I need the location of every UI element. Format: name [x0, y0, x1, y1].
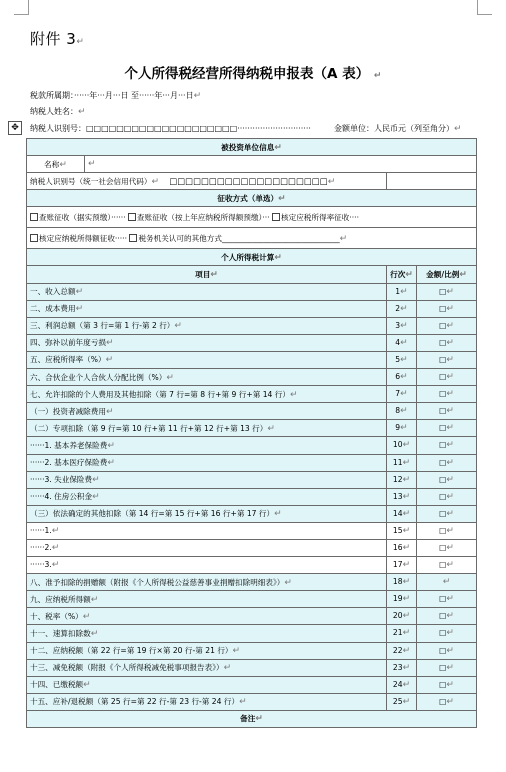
- unit-name-label: 名称↵: [27, 156, 85, 173]
- calc-item-label: ······1.↵: [27, 522, 387, 539]
- calc-row: [27, 539, 477, 556]
- form-title: 个人所得税经营所得纳税申报表（A 表） ↵: [124, 66, 382, 82]
- unit-id-row[interactable]: 纳税人识别号（统一社会信用代码）↵ □□□□□□□□□□□□□□□□□□□□↵: [27, 173, 387, 190]
- calc-amount-field[interactable]: □↵: [417, 693, 477, 710]
- calc-amount-field[interactable]: □↵: [417, 676, 477, 693]
- checkbox-icon[interactable]: [30, 213, 38, 221]
- calc-amount-field[interactable]: □↵: [417, 505, 477, 522]
- calc-row: [27, 591, 477, 608]
- calc-amount-field[interactable]: □↵: [417, 300, 477, 317]
- calc-row: [27, 505, 477, 522]
- calc-item-label: 十一、速算扣除数↵: [27, 625, 387, 642]
- calc-line-number: 9↵: [387, 420, 417, 437]
- calc-amount-field[interactable]: ↵: [417, 574, 477, 591]
- calc-amount-field[interactable]: □↵: [417, 437, 477, 454]
- checkbox-icon[interactable]: [128, 213, 136, 221]
- calc-item-label: ······3.↵: [27, 557, 387, 574]
- calc-line-number: 12↵: [387, 471, 417, 488]
- calc-amount-field[interactable]: □↵: [417, 642, 477, 659]
- calc-row: [27, 642, 477, 659]
- page-corner-mark: [477, 0, 492, 15]
- calc-line-number: 19↵: [387, 591, 417, 608]
- calc-item-label: 十四、已缴税额↵: [27, 676, 387, 693]
- calc-line-number: 16↵: [387, 539, 417, 556]
- calc-row: [27, 334, 477, 351]
- calc-row: [27, 300, 477, 317]
- taxpayer-id-line[interactable]: 纳税人识别号：□□□□□□□□□□□□□□□□□□□□····························· 金额单位：人民币元（列至角分）↵: [30, 124, 462, 134]
- calc-amount-field[interactable]: □↵: [417, 351, 477, 368]
- calc-item-label: ······3. 失业保险费↵: [27, 471, 387, 488]
- calc-row: [27, 403, 477, 420]
- calc-item-label: ······2.↵: [27, 539, 387, 556]
- taxpayer-name-line[interactable]: 纳税人姓名：↵: [30, 107, 86, 117]
- calc-line-number: 1↵: [387, 283, 417, 300]
- calc-line-number: 17↵: [387, 557, 417, 574]
- calc-line-number: 8↵: [387, 403, 417, 420]
- method-option[interactable]: 核定应纳税所得额征收·····: [30, 234, 127, 243]
- calc-item-label: 五、应税所得率（%）↵: [27, 351, 387, 368]
- calc-line-number: 21↵: [387, 625, 417, 642]
- col-header-amount: 金额/比例↵: [417, 266, 477, 283]
- calc-line-number: 13↵: [387, 488, 417, 505]
- calc-amount-field[interactable]: □↵: [417, 454, 477, 471]
- calc-line-number: 25↵: [387, 693, 417, 710]
- calc-line-number: 5↵: [387, 351, 417, 368]
- calc-amount-field[interactable]: □↵: [417, 488, 477, 505]
- calc-line-number: 6↵: [387, 369, 417, 386]
- attachment-label: 附件 3↵: [30, 30, 85, 48]
- col-header-line: 行次↵: [387, 266, 417, 283]
- calc-amount-field[interactable]: □↵: [417, 420, 477, 437]
- calc-amount-field[interactable]: □↵: [417, 471, 477, 488]
- declaration-table: [26, 138, 477, 728]
- calc-amount-field[interactable]: □↵: [417, 403, 477, 420]
- calc-line-number: 10↵: [387, 437, 417, 454]
- calc-row: [27, 676, 477, 693]
- unit-id-label: 纳税人识别号（统一社会信用代码）: [30, 176, 152, 186]
- calc-line-number: 11↵: [387, 454, 417, 471]
- calc-row: [27, 317, 477, 334]
- calc-line-number: 2↵: [387, 300, 417, 317]
- calc-row: [27, 471, 477, 488]
- remarks-header: 备注↵: [27, 710, 477, 727]
- invested-unit-header: 被投资单位信息↵: [27, 139, 477, 156]
- calc-item-label: （一）投资者减除费用↵: [27, 403, 387, 420]
- calc-item-label: 十五、应补/退税额（第 25 行=第 22 行-第 23 行-第 24 行）↵: [27, 693, 387, 710]
- tax-period-line: 税款所属期：······年···月···日 至······年···月···日↵: [30, 91, 202, 101]
- calc-row: [27, 420, 477, 437]
- calc-item-label: （三）依法确定的其他扣除（第 14 行=第 15 行+第 16 行+第 17 行）↵: [27, 505, 387, 522]
- checkbox-icon[interactable]: [30, 234, 38, 242]
- calc-line-number: 4↵: [387, 334, 417, 351]
- calc-item-label: 七、允许扣除的个人费用及其他扣除（第 7 行=第 8 行+第 9 行+第 14 行）↵: [27, 386, 387, 403]
- collection-method-row-2[interactable]: [27, 228, 477, 249]
- calc-row: [27, 437, 477, 454]
- unit-id-spacer: [387, 173, 477, 190]
- table-move-handle-icon[interactable]: ✥: [8, 121, 22, 135]
- calc-row: [27, 283, 477, 300]
- calc-item-label: （二）专项扣除（第 9 行=第 10 行+第 11 行+第 12 行+第 13 行）↵: [27, 420, 387, 437]
- calc-line-number: 18↵: [387, 574, 417, 591]
- unit-id-field[interactable]: □□□□□□□□□□□□□□□□□□□□: [169, 175, 328, 186]
- calc-amount-field[interactable]: □↵: [417, 522, 477, 539]
- method-option[interactable]: 查账征收（据实预缴）······: [30, 213, 126, 222]
- method-option[interactable]: 查账征收（按上年应纳税所得额预缴）···: [128, 213, 270, 222]
- calc-item-label: 十二、应纳税额（第 22 行=第 19 行×第 20 行-第 21 行）↵: [27, 642, 387, 659]
- calc-row: [27, 557, 477, 574]
- calc-line-number: 14↵: [387, 505, 417, 522]
- calc-item-label: 十三、减免税额（附报《个人所得税减免税事项报告表》）↵: [27, 659, 387, 676]
- calc-row: [27, 625, 477, 642]
- page-corner-mark: [14, 0, 29, 15]
- calc-row: [27, 608, 477, 625]
- calc-amount-field[interactable]: □↵: [417, 659, 477, 676]
- calc-row: [27, 369, 477, 386]
- calc-amount-field[interactable]: □↵: [417, 386, 477, 403]
- calc-item-label: ······1. 基本养老保险费↵: [27, 437, 387, 454]
- calc-line-number: 22↵: [387, 642, 417, 659]
- calc-row: [27, 488, 477, 505]
- calc-row: [27, 454, 477, 471]
- calc-amount-field[interactable]: □↵: [417, 557, 477, 574]
- calc-item-label: 三、利润总额（第 3 行=第 1 行-第 2 行）↵: [27, 317, 387, 334]
- calc-line-number: 15↵: [387, 522, 417, 539]
- collection-method-header: 征收方式（单选）↵: [27, 190, 477, 207]
- tax-calc-header: 个人所得税计算↵: [27, 249, 477, 266]
- calc-line-number: 3↵: [387, 317, 417, 334]
- checkbox-icon[interactable]: [129, 234, 137, 242]
- calc-row: [27, 522, 477, 539]
- calc-item-label: 十、税率（%）↵: [27, 608, 387, 625]
- calc-line-number: 20↵: [387, 608, 417, 625]
- calc-item-label: ······4. 住房公积金↵: [27, 488, 387, 505]
- method-option[interactable]: 税务机关认可的其他方式_______________________________↵: [129, 234, 347, 243]
- collection-method-row-1[interactable]: [27, 207, 477, 228]
- calc-amount-field[interactable]: □↵: [417, 283, 477, 300]
- calc-row: [27, 574, 477, 591]
- calc-item-label: 九、应纳税所得额↵: [27, 591, 387, 608]
- calc-amount-field[interactable]: □↵: [417, 539, 477, 556]
- calc-line-number: 23↵: [387, 659, 417, 676]
- calc-amount-field[interactable]: □↵: [417, 591, 477, 608]
- calc-item-label: 八、准予扣除的捐赠额（附报《个人所得税公益慈善事业捐赠扣除明细表》）↵: [27, 574, 387, 591]
- calc-row: [27, 693, 477, 710]
- amount-unit: 金额单位：人民币元（列至角分）↵: [334, 124, 462, 134]
- calc-item-label: 二、成本费用↵: [27, 300, 387, 317]
- method-option[interactable]: 核定应税所得率征收····: [272, 213, 359, 222]
- calc-amount-field[interactable]: □↵: [417, 334, 477, 351]
- col-header-item: 项目↵: [27, 266, 387, 283]
- unit-name-field[interactable]: ↵: [85, 156, 477, 173]
- calc-item-label: 四、弥补以前年度亏损↵: [27, 334, 387, 351]
- calc-row: [27, 351, 477, 368]
- calc-item-label: 六、合伙企业个人合伙人分配比例（%）↵: [27, 369, 387, 386]
- calc-item-label: 一、收入总额↵: [27, 283, 387, 300]
- calc-amount-field[interactable]: □↵: [417, 317, 477, 334]
- calc-line-number: 24↵: [387, 676, 417, 693]
- calc-item-label: ······2. 基本医疗保险费↵: [27, 454, 387, 471]
- calc-line-number: 7↵: [387, 386, 417, 403]
- calc-row: [27, 659, 477, 676]
- calc-row: [27, 386, 477, 403]
- calc-amount-field[interactable]: □↵: [417, 608, 477, 625]
- checkbox-icon[interactable]: [272, 213, 280, 221]
- calc-amount-field[interactable]: □↵: [417, 369, 477, 386]
- calc-amount-field[interactable]: □↵: [417, 625, 477, 642]
